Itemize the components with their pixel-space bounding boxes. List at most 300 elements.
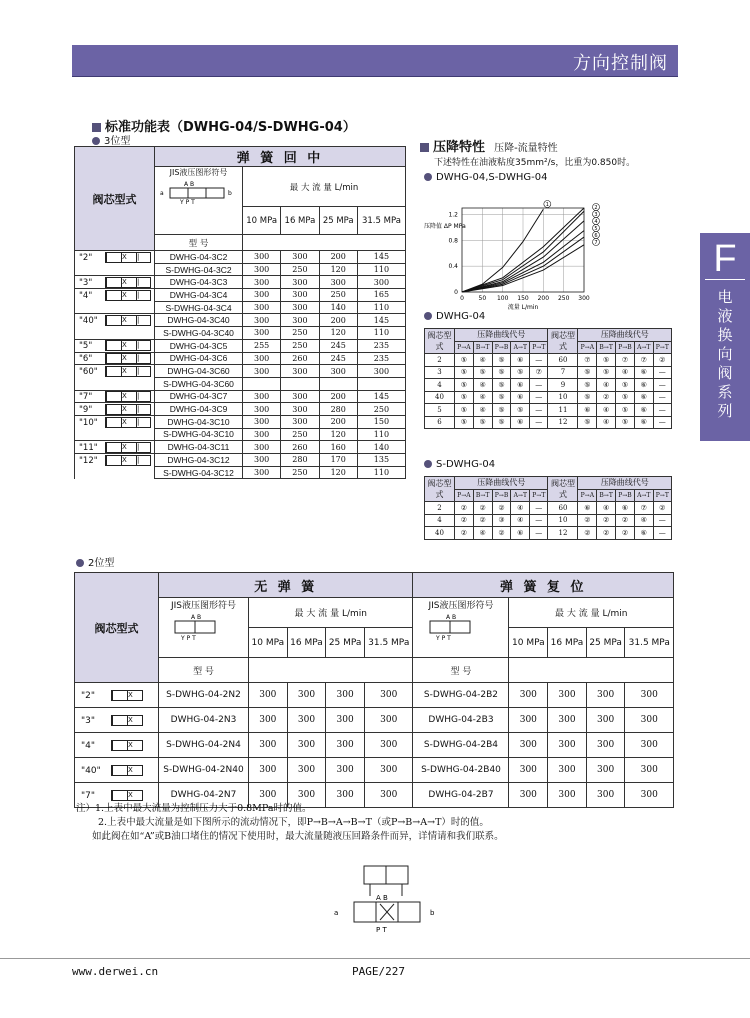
th2-jis-b-text: JIS液压图形符号	[428, 601, 494, 611]
svg-text:Y P T: Y P T	[435, 635, 451, 641]
curve-header: 压降曲线代号	[578, 329, 672, 342]
spool-symbol-icon: X |	[105, 340, 151, 351]
flow-cell: 300	[326, 683, 365, 708]
flow-cell: 140	[319, 301, 357, 314]
spool-symbol-icon: X |	[105, 442, 151, 453]
side-tab-letter: F	[705, 239, 745, 280]
curve-cell: —	[530, 502, 548, 515]
dot-bullet-icon	[92, 137, 100, 145]
curve-cell: —	[530, 514, 548, 527]
curve-cell: ⑤	[578, 366, 597, 379]
model-cell: S-DWHG-04-2N2	[159, 683, 249, 708]
flow-cell: 300	[243, 403, 281, 416]
curve-header: 压降曲线代号	[455, 329, 548, 342]
curve-cell: ⑤	[492, 391, 511, 404]
flow-cell: 140	[357, 441, 405, 454]
curve-cell: ②	[492, 502, 511, 515]
curve-cell: ④	[473, 391, 492, 404]
notes	[76, 802, 504, 844]
curve-cell: —	[530, 527, 548, 540]
curve-cell: ⑤	[455, 404, 474, 417]
spool-cell	[75, 301, 155, 314]
th-p3: 31.5 MPa	[357, 207, 405, 235]
flow-cell: 300	[243, 454, 281, 467]
curve-cell: ④	[597, 416, 616, 429]
curve-cell: ⑤	[492, 416, 511, 429]
curve-cell: ⑤	[492, 404, 511, 417]
flow-cell: 300	[243, 301, 281, 314]
curve-cell: 2	[425, 354, 455, 367]
table-row	[75, 289, 406, 302]
curve-cell: 5	[425, 404, 455, 417]
curve-cell: —	[530, 391, 548, 404]
curve-cell: ⑤	[492, 379, 511, 392]
table-row	[75, 733, 674, 758]
curve-col-header: P→T	[530, 341, 548, 354]
spool-cell	[75, 327, 155, 340]
svg-text:b: b	[227, 190, 232, 197]
x-tick-label: 250	[557, 295, 570, 302]
curve-cell: ⑤	[455, 416, 474, 429]
flow-cell: 300	[586, 733, 625, 758]
flow-cell: 260	[281, 352, 319, 365]
flow-cell: 280	[281, 454, 319, 467]
x-tick-label: 50	[478, 295, 487, 302]
flow-cell: 300	[243, 276, 281, 289]
spool-symbol-icon: X	[111, 740, 143, 751]
curve-cell: ⑥	[511, 354, 530, 367]
th-spool: 阀芯型式	[75, 147, 155, 251]
jis-symbol-icon	[156, 178, 242, 204]
flow-cell: 200	[319, 415, 357, 428]
table-row	[75, 365, 406, 378]
curve-col-header: P→A	[455, 341, 474, 354]
curve-cell: ⑥	[578, 502, 597, 515]
spool-symbol-icon: X	[111, 765, 143, 776]
svg-text:A B: A B	[376, 894, 388, 902]
table-row	[75, 466, 406, 479]
flow-cell: 300	[625, 733, 674, 758]
table-row	[425, 404, 672, 417]
model-cell: S-DWHG-04-2B2	[413, 683, 509, 708]
flow-cell: 300	[326, 758, 365, 783]
curve-cell: ⑥	[511, 391, 530, 404]
curve-cell: ②	[578, 514, 597, 527]
th2-pa1: 16 MPa	[287, 628, 326, 658]
th2-jis-a	[159, 598, 249, 658]
curve-cell: ⑤	[616, 391, 635, 404]
curve-cell: ②	[597, 514, 616, 527]
curve-cell: ⑦	[634, 354, 653, 367]
spool-symbol-icon: X	[111, 715, 143, 726]
model-cell: DWHG-04-2N3	[159, 708, 249, 733]
flow-cell: 300	[249, 783, 288, 808]
sdwhg-label-text: S-DWHG-04	[436, 459, 496, 470]
flow-cell	[243, 377, 281, 390]
curve-col-header: B→T	[473, 489, 492, 502]
curve-cell: ⑤	[578, 379, 597, 392]
flow-cell: 160	[319, 441, 357, 454]
flow-cell: 300	[243, 466, 281, 479]
curve-cell: ⑥	[511, 527, 530, 540]
flow-cell: 300	[625, 758, 674, 783]
th-p2: 25 MPa	[319, 207, 357, 235]
svg-text:a: a	[159, 190, 164, 197]
curve-cell: 40	[425, 391, 455, 404]
table-row	[75, 390, 406, 403]
table-row	[75, 708, 674, 733]
curve-col-header: B→T	[473, 341, 492, 354]
curve-cell: 4	[425, 379, 455, 392]
flow-cell: 300	[281, 365, 319, 378]
pressure-title	[420, 136, 558, 155]
flow-cell: 300	[364, 758, 413, 783]
curve-col-header: B→T	[597, 489, 616, 502]
th-group: 弹 簧 回 中	[155, 147, 406, 167]
curve-col-header: P→B	[492, 341, 511, 354]
model-cell: DWHG-04-3C9	[155, 403, 243, 416]
model-cell: DWHG-04-2N7	[159, 783, 249, 808]
spool-symbol-icon: X |	[105, 404, 151, 415]
curve-cell: —	[653, 527, 671, 540]
spool-label: "60"	[79, 366, 98, 377]
svg-text:a: a	[334, 909, 339, 917]
flow-cell: 300	[364, 783, 413, 808]
flow-cell: 300	[326, 708, 365, 733]
flow-cell: 145	[357, 251, 405, 264]
curve-cell: ⑤	[578, 391, 597, 404]
spool-cell	[75, 708, 159, 733]
curve-cell: 4	[425, 514, 455, 527]
model-cell: S-DWHG-04-3C40	[155, 327, 243, 340]
curve-cell: ⑥	[634, 404, 653, 417]
curve-cell: ③	[492, 514, 511, 527]
flow-cell: 300	[364, 708, 413, 733]
curve-cell: ⑦	[530, 366, 548, 379]
section2-sub-text: 2位型	[88, 558, 115, 569]
table-row	[75, 276, 406, 289]
spool-label: "2"	[81, 690, 96, 701]
flow-cell: 300	[548, 683, 587, 708]
curve-cell: ⑦	[634, 502, 653, 515]
flow-cell: 300	[625, 683, 674, 708]
x-tick-label: 150	[517, 295, 529, 302]
spool-label: "4"	[79, 290, 93, 301]
square-bullet-icon	[420, 143, 429, 152]
flow-cell: 300	[281, 289, 319, 302]
model-cell: S-DWHG-04-2N40	[159, 758, 249, 783]
table-row	[425, 354, 672, 367]
table-row	[75, 339, 406, 352]
flow-cell	[357, 377, 405, 390]
curve-cell: ④	[473, 354, 492, 367]
spool-label: "2"	[79, 252, 93, 263]
spool-symbol-icon: X |	[105, 252, 151, 263]
flow-cell: 200	[319, 314, 357, 327]
curve-cell: ④	[616, 366, 635, 379]
curve-cell: ⑤	[597, 366, 616, 379]
jis-symbol-icon	[416, 611, 506, 641]
curve-cell: ⑤	[492, 354, 511, 367]
spool-symbol-icon: X |	[105, 290, 151, 301]
model-cell: DWHG-04-3C11	[155, 441, 243, 454]
table-row	[75, 428, 406, 441]
curve-cell: 2	[425, 502, 455, 515]
series-label: 2	[594, 205, 598, 211]
flow-cell: 250	[357, 403, 405, 416]
flow-cell: 235	[357, 339, 405, 352]
flow-cell: 145	[357, 314, 405, 327]
curve-cell: ②	[455, 502, 474, 515]
curve-cell: ⑦	[616, 354, 635, 367]
chart-label-text: DWHG-04,S-DWHG-04	[436, 172, 548, 183]
curve-cell: —	[530, 416, 548, 429]
flow-cell: 300	[357, 276, 405, 289]
curve-cell: ②	[492, 527, 511, 540]
th-jis	[155, 167, 243, 235]
series-label: 3	[594, 212, 598, 218]
curve-cell: ④	[511, 502, 530, 515]
flow-cell: 120	[319, 327, 357, 340]
flow-cell	[319, 377, 357, 390]
spool-label: "3"	[79, 277, 93, 288]
square-bullet-icon	[92, 123, 101, 132]
curve-cell: 60	[548, 502, 578, 515]
flow-cell: 260	[281, 441, 319, 454]
dot-bullet-icon	[76, 559, 84, 567]
flow-cell: 300	[586, 783, 625, 808]
spool-label: "40"	[79, 316, 98, 327]
th2-pa3: 31.5 MPa	[364, 628, 413, 658]
curve-spool-header: 阀芯型式	[425, 477, 455, 502]
flow-cell: 110	[357, 428, 405, 441]
curve-col-header: A→T	[634, 489, 653, 502]
flow-cell: 170	[319, 454, 357, 467]
flow-cell: 245	[319, 352, 357, 365]
flow-cell: 280	[319, 403, 357, 416]
curve-cell: —	[653, 416, 671, 429]
curve-cell: ⑥	[511, 416, 530, 429]
footer-url[interactable]: www.derwei.cn	[72, 965, 159, 978]
spool-cell	[75, 428, 155, 441]
spool-cell	[75, 276, 155, 289]
curve-cell: ②	[455, 527, 474, 540]
curve-cell: —	[530, 404, 548, 417]
curve-cell: ④	[597, 502, 616, 515]
spool-cell	[75, 289, 155, 302]
table-row	[425, 502, 672, 515]
flow-cell: 250	[281, 339, 319, 352]
series-label: 6	[594, 233, 598, 239]
curve-cell: ②	[473, 514, 492, 527]
flow-cell: 300	[243, 327, 281, 340]
flow-cell: 235	[357, 352, 405, 365]
pressure-subtitle: 压降-流量特性	[494, 143, 558, 154]
curve-cell: ⑤	[455, 354, 474, 367]
curve-col-header: P→A	[578, 341, 597, 354]
th2-jis-a-text: JIS液压图形符号	[170, 601, 237, 611]
curve-cell: 10	[548, 391, 578, 404]
th-jis-text: JIS液压图形符号	[169, 168, 228, 177]
curve-cell: ⑤	[455, 391, 474, 404]
spool-label: "9"	[79, 404, 93, 415]
curve-cell: ②	[597, 527, 616, 540]
spool-cell	[75, 365, 155, 378]
flow-cell: 300	[287, 758, 326, 783]
flow-cell: 120	[319, 263, 357, 276]
sdwhg-curve-table	[424, 476, 672, 540]
flow-cell: 110	[357, 466, 405, 479]
svg-text:P T: P T	[376, 926, 387, 934]
footer-page: PAGE/227	[352, 965, 405, 978]
curve-cell: ⑥	[634, 391, 653, 404]
curve-cell: ②	[473, 502, 492, 515]
flow-cell: 245	[319, 339, 357, 352]
curve-cell: 40	[425, 527, 455, 540]
curve-cell: ⑦	[578, 354, 597, 367]
spool-symbol-icon: X |	[105, 417, 151, 428]
flow-cell: 300	[243, 390, 281, 403]
flow-cell: 250	[281, 466, 319, 479]
curve-cell: ⑥	[634, 527, 653, 540]
flow-cell: 250	[281, 428, 319, 441]
curve-cell: ②	[653, 354, 671, 367]
flow-cell: 145	[357, 390, 405, 403]
th2-model-a: 型 号	[159, 658, 249, 683]
section1-title-text: 标准功能表（DWHG-04/S-DWHG-04）	[105, 120, 356, 135]
svg-text:Y P T: Y P T	[179, 199, 195, 204]
model-cell: DWHG-04-3C5	[155, 339, 243, 352]
flow-cell: 300	[281, 390, 319, 403]
th2-spring: 弹 簧 复 位	[413, 573, 674, 598]
th2-pb2: 25 MPa	[586, 628, 625, 658]
flow-cell: 300	[243, 441, 281, 454]
curve-cell: ⑥	[634, 366, 653, 379]
curve-col-header: P→T	[653, 341, 671, 354]
table-row	[425, 527, 672, 540]
flow-cell: 300	[287, 708, 326, 733]
curve-col-header: P→T	[530, 489, 548, 502]
spool-cell	[75, 314, 155, 327]
flow-cell: 300	[249, 683, 288, 708]
curve-cell: ⑥	[511, 379, 530, 392]
flow-cell: 300	[548, 783, 587, 808]
curve-cell: 3	[425, 366, 455, 379]
spool-symbol-icon: X |	[105, 391, 151, 402]
table-row	[75, 683, 674, 708]
curve-cell: ②	[653, 502, 671, 515]
flow-cell: 300	[326, 783, 365, 808]
spool-label: "10"	[79, 417, 98, 428]
dot-bullet-icon	[424, 460, 432, 468]
th2-none: 无 弹 簧	[159, 573, 413, 598]
flow-cell: 300	[281, 251, 319, 264]
flow-cell: 300	[625, 708, 674, 733]
x-tick-label: 200	[537, 295, 550, 302]
spool-cell	[75, 733, 159, 758]
th2-pa0: 10 MPa	[249, 628, 288, 658]
th2-model-b: 型 号	[413, 658, 509, 683]
curve-col-header: A→T	[511, 341, 530, 354]
spool-cell	[75, 683, 159, 708]
y-tick-label: 1.2	[448, 211, 458, 219]
model-cell: S-DWHG-04-3C4	[155, 301, 243, 314]
section1-sub-text: 3位型	[104, 136, 131, 147]
spool-label: "4"	[81, 740, 96, 751]
curve-header: 压降曲线代号	[578, 477, 672, 490]
curve-cell: 10	[548, 514, 578, 527]
table-row	[75, 251, 406, 264]
flow-cell: 300	[249, 758, 288, 783]
section1-title	[92, 116, 356, 135]
series-label: 4	[594, 219, 598, 225]
pressure-flow-chart	[420, 188, 620, 310]
series-label: 5	[594, 226, 598, 232]
table-2-position	[74, 572, 674, 808]
flow-cell: 300	[243, 415, 281, 428]
flow-cell: 300	[509, 783, 548, 808]
flow-cell: 110	[357, 301, 405, 314]
flow-cell: 300	[548, 758, 587, 783]
side-tab-text: 电液换向阀系列	[717, 288, 733, 420]
model-cell: S-DWHG-04-2B4	[413, 733, 509, 758]
flow-cell: 120	[319, 428, 357, 441]
table-row	[75, 327, 406, 340]
curve-cell: ②	[578, 527, 597, 540]
curve-col-header: P→B	[616, 341, 635, 354]
model-cell: DWHG-04-3C12	[155, 454, 243, 467]
flow-cell: 300	[586, 708, 625, 733]
flow-cell	[281, 377, 319, 390]
spool-label: "7"	[81, 790, 96, 801]
flow-cell: 300	[364, 683, 413, 708]
table-row	[425, 379, 672, 392]
table-row	[75, 441, 406, 454]
flow-cell: 300	[357, 365, 405, 378]
flow-cell: 300	[625, 783, 674, 808]
curve-cell: ④	[473, 527, 492, 540]
curve-cell: 6	[425, 416, 455, 429]
th2-pa2: 25 MPa	[326, 628, 365, 658]
curve-cell: ⑤	[616, 416, 635, 429]
curve-cell: ⑤	[473, 366, 492, 379]
flow-cell: 300	[243, 314, 281, 327]
header-bar	[72, 45, 678, 77]
spool-cell	[75, 466, 155, 479]
series-label: 1	[545, 202, 549, 208]
spool-cell	[75, 352, 155, 365]
note-3: 如此阀在如“A”或B油口堵住的情况下使用时，最大流量随液压回路条件而异，详情请和我们联系。	[92, 831, 504, 842]
table-row	[425, 416, 672, 429]
curve-header: 压降曲线代号	[455, 477, 548, 490]
flow-cell: 300	[243, 352, 281, 365]
curve-cell: ④	[511, 514, 530, 527]
spool-label: "7"	[79, 391, 93, 402]
flow-cell: 300	[249, 708, 288, 733]
th2-pb0: 10 MPa	[509, 628, 548, 658]
flow-cell: 300	[364, 733, 413, 758]
spool-label: "6"	[79, 353, 93, 364]
flow-cell: 300	[243, 365, 281, 378]
flow-cell: 300	[548, 733, 587, 758]
flow-cell: 300	[586, 758, 625, 783]
section1-sub	[92, 132, 130, 147]
flow-cell: 150	[357, 415, 405, 428]
spool-cell	[75, 263, 155, 276]
curve-spool-header: 阀芯型式	[548, 477, 578, 502]
flow-cell: 250	[281, 327, 319, 340]
spool-label: "5"	[79, 341, 93, 352]
